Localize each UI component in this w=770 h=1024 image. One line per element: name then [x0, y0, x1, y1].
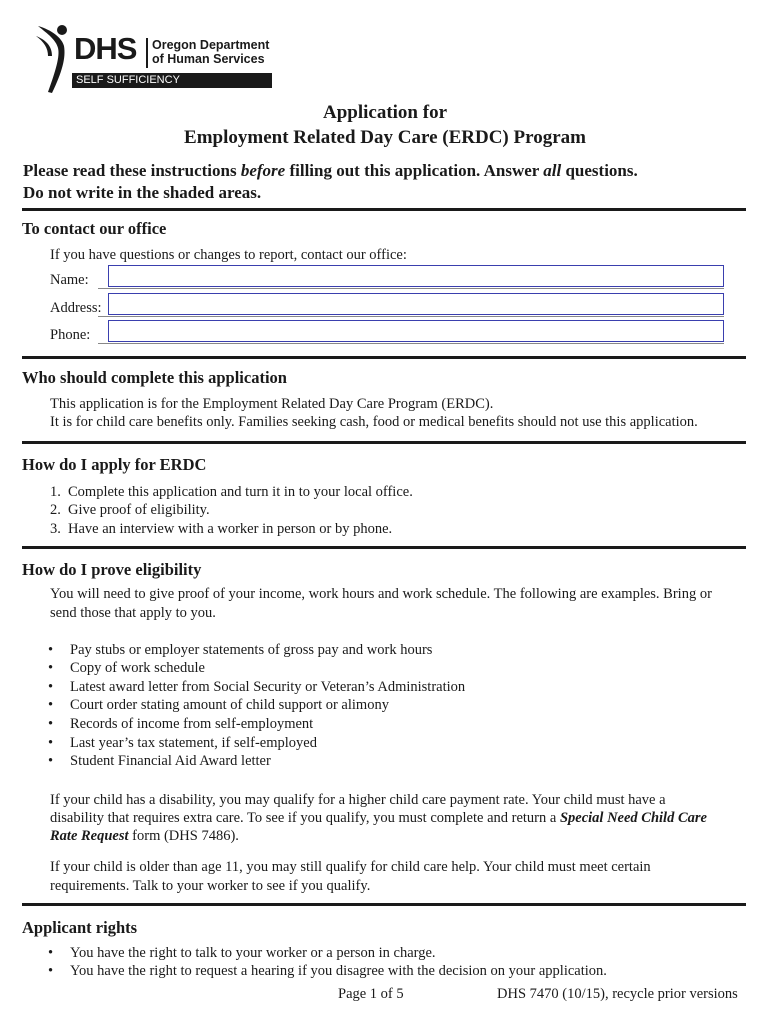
disability-form-number: form (DHS 7486). [128, 828, 239, 844]
list-item [48, 678, 465, 697]
list-item [48, 962, 607, 981]
apply-step-number: 1. [50, 484, 61, 500]
dhs-logo-figure-icon [34, 22, 74, 96]
apply-step-text: Complete this application and turn it in to your local office. [68, 484, 413, 500]
name-underline [98, 288, 724, 289]
apply-step-number: 3. [50, 521, 61, 537]
instr-emph-all: all [543, 161, 562, 180]
who-heading: Who should complete this application [22, 368, 287, 387]
disability-line2 [50, 809, 707, 828]
prove-intro-line2: send those that apply to you. [50, 605, 216, 621]
list-item [48, 734, 317, 753]
list-item-text: Pay stubs or employer statements of gross pay and work hours [70, 642, 433, 658]
page-number: Page 1 of 5 [338, 986, 404, 1002]
list-item [48, 696, 389, 715]
bullet: • [48, 963, 54, 979]
name-label: Name: [50, 272, 89, 288]
apply-step-text: Give proof of eligibility. [68, 502, 210, 518]
title-line2: Employment Related Day Care (ERDC) Program [184, 127, 586, 148]
prove-heading: How do I prove eligibility [22, 560, 202, 579]
instructions-line2: Do not write in the shaded areas. [23, 183, 262, 202]
logo-org-line1: Oregon Department [152, 38, 270, 52]
form-number: DHS 7470 (10/15), recycle prior versions [497, 986, 738, 1002]
older-line2: requirements. Talk to your worker to see if you qualify. [50, 878, 371, 894]
instr-text-a: Please read these instructions [23, 161, 241, 180]
list-item [48, 944, 436, 963]
list-item-text: Records of income from self-employment [70, 716, 314, 732]
disability-line3 [50, 827, 239, 846]
logo-org-name [152, 38, 269, 66]
address-label: Address: [50, 300, 102, 316]
list-item-text: Court order stating amount of child support or alimony [70, 697, 389, 713]
list-item-text: Student Financial Aid Award letter [70, 753, 271, 769]
contact-heading: To contact our office [22, 219, 167, 238]
logo-divider [146, 38, 148, 68]
list-item-text: You have the right to request a hearing if you disagree with the decision on your application. [70, 963, 607, 979]
office-address-field[interactable] [108, 293, 724, 315]
list-item-text: Copy of work schedule [70, 660, 205, 676]
section-divider [22, 441, 746, 444]
bullet: • [48, 660, 54, 676]
who-line1: This application is for the Employment Related Day Care Program (ERDC). [50, 396, 494, 412]
rate-request-form-name: Rate Request [50, 828, 129, 844]
apply-step [50, 520, 392, 539]
list-item [48, 659, 205, 678]
list-item-text: Last year’s tax statement, if self-employed [70, 735, 317, 751]
apply-step-text: Have an interview with a worker in person or by phone. [68, 521, 393, 537]
section-divider [22, 356, 746, 359]
address-underline [98, 316, 724, 317]
phone-underline [98, 343, 724, 344]
apply-step [50, 501, 210, 520]
list-item [48, 715, 313, 734]
bullet: • [48, 642, 54, 658]
list-item-text: Latest award letter from Social Security or Veteran’s Administration [70, 679, 466, 695]
special-need-form-name: Special Need Child Care [559, 810, 707, 826]
disability-text: disability that requires extra care. To see if you qualify, you must complete and return a [50, 810, 560, 826]
bullet: • [48, 945, 54, 961]
disability-line1: If your child has a disability, you may qualify for a higher child care payment rate. Your child must have a [50, 792, 666, 808]
phone-label: Phone: [50, 327, 91, 343]
instr-emph-before: before [240, 161, 286, 180]
bullet: • [48, 679, 54, 695]
office-name-field[interactable] [108, 265, 724, 287]
list-item [48, 641, 432, 660]
apply-step-number: 2. [50, 502, 61, 518]
instructions-line1 [23, 160, 638, 182]
bullet: • [48, 716, 54, 732]
rights-heading: Applicant rights [22, 918, 138, 937]
instr-text-e: questions. [561, 161, 638, 180]
prove-intro-line1: You will need to give proof of your income, work hours and work schedule. The following are examples. Bring or [50, 586, 712, 602]
title-line1: Application for [322, 102, 448, 123]
who-line2: It is for child care benefits only. Families seeking cash, food or medical benefits should not use this application. [50, 414, 698, 430]
instr-text-c: filling out this application. Answer [285, 161, 544, 180]
section-divider [22, 208, 746, 211]
section-divider [22, 546, 746, 549]
logo-band: SELF SUFFICIENCY [72, 73, 272, 88]
logo-org-line2: of Human Services [152, 52, 265, 66]
older-line1: If your child is older than age 11, you may still qualify for child care help. Your child must meet certain [50, 859, 651, 875]
logo-abbreviation: DHS [74, 31, 137, 66]
list-item [48, 752, 271, 771]
bullet: • [48, 735, 54, 751]
apply-step [50, 483, 413, 502]
bullet: • [48, 753, 54, 769]
apply-heading: How do I apply for ERDC [22, 455, 207, 474]
list-item-text: You have the right to talk to your worker or a person in charge. [70, 945, 436, 961]
bullet: • [48, 697, 54, 713]
section-divider [22, 903, 746, 906]
office-phone-field[interactable] [108, 320, 724, 342]
contact-intro: If you have questions or changes to report, contact our office: [50, 247, 407, 263]
